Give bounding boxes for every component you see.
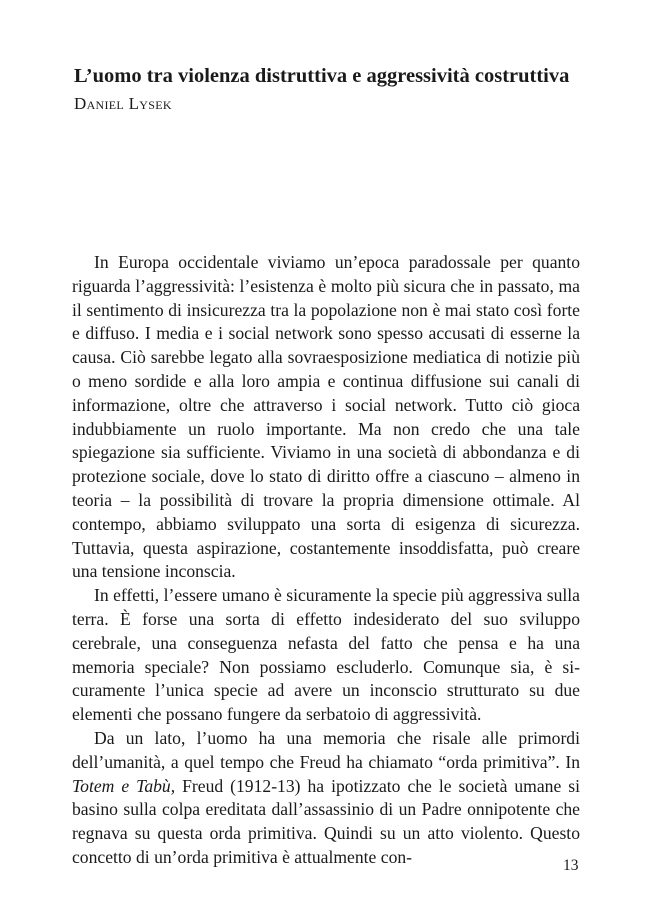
paragraph-text: In effetti, l’essere umano è sicuramente la specie più aggressiva sulla terra. È forse una sorta di effetto indesiderato del suo sviluppo cerebrale, una conseguenza nefasta del fatto che pensa e ha una memoria speciale? Non possiamo escluderlo. Comunque sia, è sicuramente l’unica specie ad avere un inconscio strutturato su due elementi che possano fungere da serbatoio di aggressività. [72, 585, 580, 725]
article-title: L’uomo tra violenza distruttiva e aggressività costruttiva [74, 65, 570, 87]
page-number: 13 [563, 857, 579, 874]
article-body [72, 251, 580, 870]
paragraph-text: Freud (1912-13) ha ipotizzato che le società umane si basino sulla colpa ereditata dall’assassinio di un Padre onnipotente che regnava su questa orda primitiva. Quindi su un atto violento. Questo concetto di un’orda primitiva è attualmente con- [72, 775, 580, 867]
body-paragraph [72, 727, 580, 870]
body-paragraph [72, 251, 580, 584]
book-title-italic: Totem e Tabù, [72, 775, 176, 796]
paragraph-text: In Europa occidentale viviamo un’epoca paradossale per quanto riguarda l’aggressività: l’esistenza è molto più sicura che in passato, ma il sentimento di insicurezza tra la popolazione non è mai stato così forte e diffuso. I media e i social network sono spesso accusati di esserne la causa. Ciò sarebbe legato alla sovraesposizione mediatica di notizie più o meno sordide e alla loro ampia e continua diffusione sui canali di informazione, oltre che attraverso i social network. Tutto ciò gioca indubbiamente un ruolo importante. Ma non credo che una tale spiegazione sia sufficiente. Viviamo in una società di abbondanza e di protezione sociale, dove lo stato di diritto offre a ciascuno – almeno in teoria – la possibilità di trovare la propria dimensione ottimale. Al contempo, abbiamo sviluppato una sorta di esigenza di sicurezza. Tuttavia, questa aspirazione, costantemente insoddisfatta, può creare una tensione inconscia. [72, 252, 580, 582]
article-author: Daniel Lysek [74, 94, 172, 113]
paragraph-text: Da un lato, l’uomo ha una memoria che risale alle primordi dell’umanità, a quel tempo che Freud ha chiamato “orda primitiva”. In [72, 727, 580, 772]
body-paragraph [72, 584, 580, 727]
